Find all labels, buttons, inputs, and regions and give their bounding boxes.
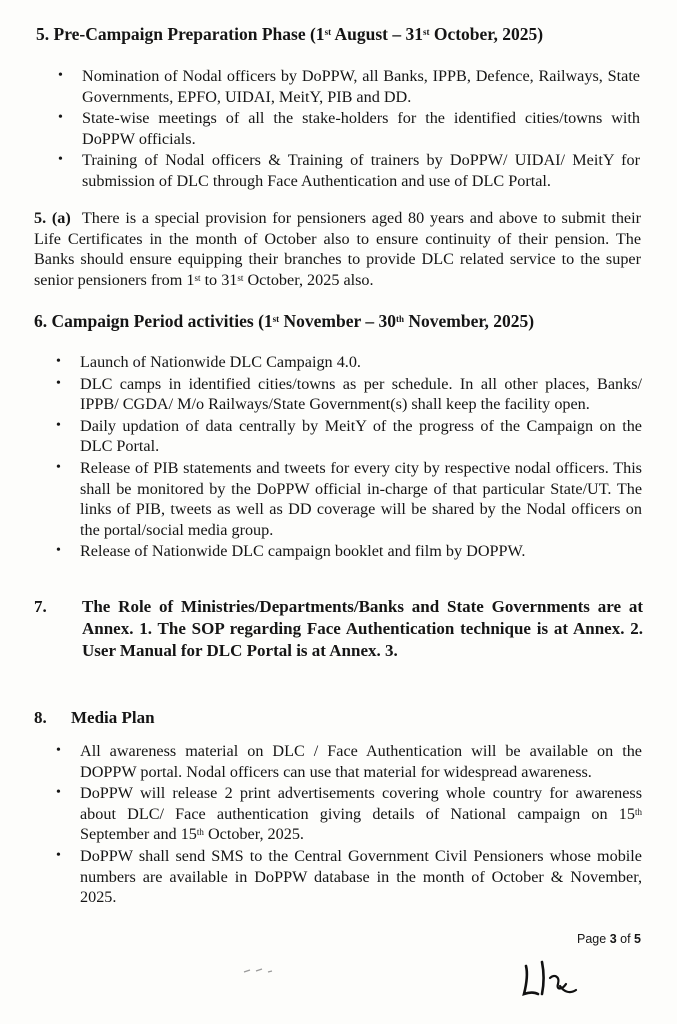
section-7-text: The Role of Ministries/Departments/Banks and State Governments are at Annex. 1. The SOP regarding Face Authentication technique is at Annex. 2. User Manual for DLC Portal is at Annex. 3. — [82, 597, 643, 660]
list-item: • DLC camps in identified cities/towns as per schedule. In all other places, Banks/ IPPB/ CGDA/ M/o Railways/State Government(s) shall keep the facility open. — [56, 374, 642, 414]
list-item: • DoPPW will release 2 print advertisements covering whole country for awareness about DLC/ Face authentication giving details of National campaign on 15th September and 15th October, 2025. — [56, 784, 642, 844]
section-5a-paragraph: 5. (a) There is a special provision for pensioners aged 80 years and above to submit their Life Certificates in the month of October also to ensure continuity of their pension. The Banks should ensure equipping their branches to provide DLC related service to the super senior pensioners from 1st to 31st October, 2025 also. — [34, 209, 641, 289]
list-item: • Release of Nationwide DLC campaign booklet and film by DOPPW. — [56, 542, 526, 561]
section-8-title: Media Plan — [71, 708, 155, 727]
section-6-heading: 6. Campaign Period activities (1st November – 30th November, 2025) — [34, 311, 535, 331]
section-8-list — [56, 741, 642, 909]
section-5-heading: 5. Pre-Campaign Preparation Phase (1st August – 31st October, 2025) — [36, 24, 544, 44]
scan-smudge — [240, 964, 280, 978]
section-8-number: 8. — [34, 708, 47, 727]
list-item: • All awareness material on DLC / Face Authentication will be available on the DOPPW portal. Nodal officers can use that material for widespread awareness. — [56, 742, 642, 781]
list-item: • Launch of Nationwide DLC Campaign 4.0. — [56, 353, 361, 371]
list-item: • State-wise meetings of all the stake-holders for the identified cities/towns with DoPPW officials. — [58, 109, 640, 148]
section-6-list — [56, 352, 642, 563]
section-5-list — [58, 66, 640, 193]
list-item: • Daily updation of data centrally by MeitY of the progress of the Campaign on the DLC Portal. — [56, 416, 642, 456]
section-7-number: 7. — [34, 597, 47, 616]
signature-mark — [520, 956, 580, 1000]
page-number: Page 3 of 5 — [577, 932, 641, 946]
section-5a-label: 5. (a) — [34, 209, 71, 227]
list-item: • Training of Nodal officers & Training of trainers by DoPPW/ UIDAI/ MeitY for submission of DLC through Face Authentication and use of DLC Portal. — [58, 151, 640, 190]
list-item: • DoPPW shall send SMS to the Central Government Civil Pensioners whose mobile numbers are available in DoPPW database in the month of October & November, 2025. — [56, 846, 642, 907]
list-item: • Nomination of Nodal officers by DoPPW, all Banks, IPPB, Defence, Railways, State Governments, EPFO, UIDAI, MeitY, PIB and DD. — [58, 67, 640, 106]
list-item: • Release of PIB statements and tweets for every city by respective nodal officers. This shall be monitored by the DoPPW official in-charge of that particular State/UT. The links of PIB, tweets as well as DD coverage will be shared by the Nodal officers on the portal/social media group. — [56, 458, 642, 539]
